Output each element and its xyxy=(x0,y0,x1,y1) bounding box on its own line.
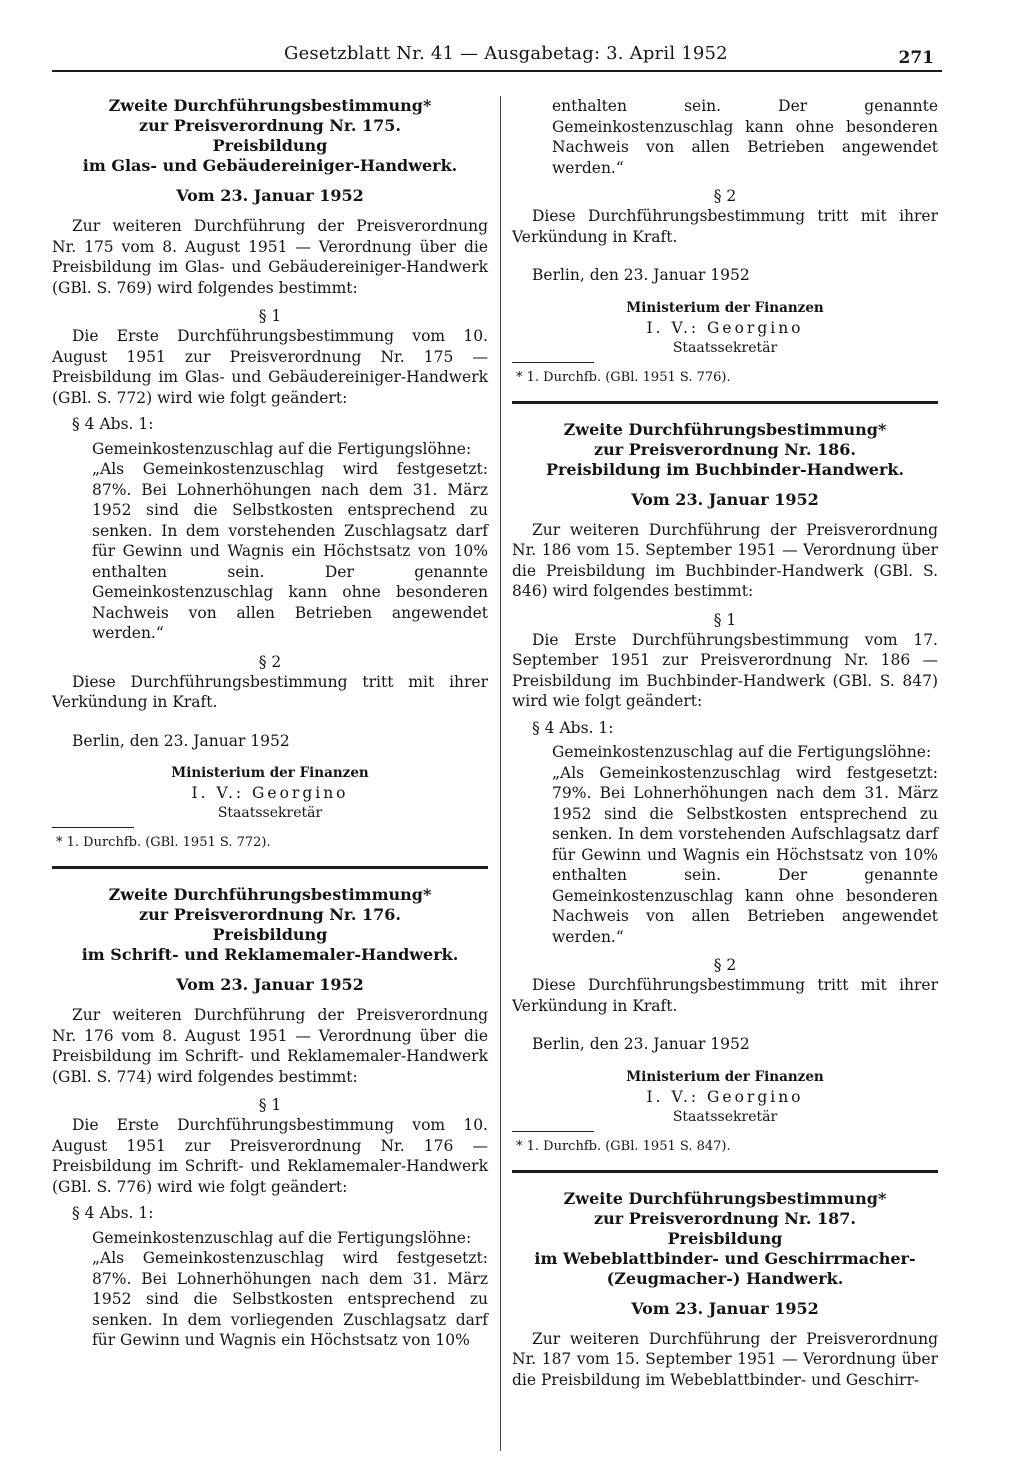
gk-label: Gemeinkostenzuschlag auf die Fertigungslöhne: xyxy=(92,1228,472,1247)
section-title-line: Zweite Durchführungsbestimmung* xyxy=(563,1188,887,1208)
signature-name: I. V.: Georgino xyxy=(191,784,349,802)
paragraph-heading: § 2 xyxy=(713,187,737,205)
paragraph-heading: § 2 xyxy=(713,956,737,974)
section-divider xyxy=(52,866,488,869)
signature-ministry: Ministerium der Finanzen xyxy=(626,1068,824,1085)
section-title-line: (Zeugmacher-) Handwerk. xyxy=(606,1268,844,1288)
footnote: * 1. Durchfb. (GBl. 1951 S. 776). xyxy=(516,369,731,385)
paragraph-heading: § 1 xyxy=(258,307,282,325)
section-date: Vom 23. Januar 1952 xyxy=(176,186,364,205)
intro-paragraph: Zur weiteren Durchführung der Preisverordnung Nr. 175 vom 8. August 1951 — Verordnung über die Preisbildung im Glas- und Gebäudereiniger-Handwerk (GBl. S. 769) wird folgendes bestimmt: xyxy=(52,217,488,297)
quoted-amendment: „Als Gemeinkostenzuschlag wird festgesetzt: 87%. Bei Lohnerhöhungen nach dem 31. März 1952 sind die Selbstkosten entsprechend zu senken. In dem vorliegenden Zuschlagsatz darf für Gewinn und Wagnis ein Höchstsatz von 10% xyxy=(92,1249,488,1349)
left-column xyxy=(52,96,488,1351)
signature-role: Staatssekretär xyxy=(672,1108,778,1125)
abs-heading: § 4 Abs. 1: xyxy=(532,718,614,737)
signature-role: Staatssekretär xyxy=(217,805,323,821)
section-title-line: Zweite Durchführungsbestimmung* xyxy=(108,96,432,115)
abs-heading: § 4 Abs. 1: xyxy=(72,415,154,433)
abs-heading: § 4 Abs. 1: xyxy=(72,1204,154,1222)
section-pv187 xyxy=(512,1189,938,1391)
section-title-line: Preisbildung xyxy=(667,1228,783,1248)
section-pv186 xyxy=(512,420,938,1156)
signature-place-date: Berlin, den 23. Januar 1952 xyxy=(532,1035,750,1053)
section-divider xyxy=(512,1170,938,1173)
section-divider xyxy=(512,401,938,404)
right-column xyxy=(512,96,938,1390)
section-title-line: zur Preisverordnung Nr. 176. xyxy=(139,905,401,924)
footnote: * 1. Durchfb. (GBl. 1951 S. 772). xyxy=(56,835,271,850)
footnote: * 1. Durchfb. (GBl. 1951 S. 847). xyxy=(516,1138,731,1154)
paragraph-heading: § 1 xyxy=(258,1096,282,1114)
section-title-line: Zweite Durchführungsbestimmung* xyxy=(108,885,432,904)
footnote-rule xyxy=(512,362,594,363)
gk-label: Gemeinkostenzuschlag auf die Fertigungslöhne: xyxy=(92,439,472,458)
quoted-amendment: „Als Gemeinkostenzuschlag wird festgesetzt: 79%. Bei Lohnerhöhungen nach dem 31. März 1952 sind die Selbstkosten entsprechend zu senken. In dem vorstehenden Aufschlagsatz darf für Gewinn und Wagnis ein Höchstsatz von 10% enthalten sein. Der genannte Gemeinkostenzuschlag kann ohne besonderen Nachweis von allen Betrieben angewendet werden.“ xyxy=(552,763,938,946)
section-title-line: zur Preisverordnung Nr. 175. xyxy=(139,116,401,135)
paragraph-heading: § 2 xyxy=(258,652,282,671)
paragraph-text: Diese Durchführungsbestimmung tritt mit ihrer Verkündung in Kraft. xyxy=(512,976,938,1015)
paragraph-text: Die Erste Durchführungsbestimmung vom 10. August 1951 zur Preisverordnung Nr. 175 — Preisbildung im Glas- und Gebäudereiniger-Handwerk (GBl. S. 772) wird wie folgt geändert: xyxy=(52,327,488,407)
section-title-line: zur Preisverordnung Nr. 186. xyxy=(594,439,856,459)
intro-paragraph: Zur weiteren Durchführung der Preisverordnung Nr. 176 vom 8. August 1951 — Verordnung über die Preisbildung im Schrift- und Reklamemaler-Handwerk (GBl. S. 774) wird folgendes bestimmt: xyxy=(52,1006,488,1086)
page-header xyxy=(52,40,942,72)
section-title-line: im Webeblattbinder- und Geschirrmacher- xyxy=(534,1248,916,1268)
gazette-title: Gesetzblatt Nr. 41 — Ausgabetag: 3. April 1952 xyxy=(284,43,728,64)
section-pv176-continued xyxy=(512,96,938,387)
page-number: 271 xyxy=(898,48,934,68)
quoted-amendment-continued: enthalten sein. Der genannte Gemeinkostenzuschlag kann ohne besonderen Nachweis von allen Betrieben angewendet werden.“ xyxy=(552,97,938,177)
section-title-line: Zweite Durchführungsbestimmung* xyxy=(563,419,887,439)
intro-paragraph: Zur weiteren Durchführung der Preisverordnung Nr. 187 vom 15. September 1951 — Verordnung über die Preisbildung im Webeblattbinder- und Geschirr- xyxy=(512,1329,938,1389)
gk-label: Gemeinkostenzuschlag auf die Fertigungslöhne: xyxy=(552,743,932,761)
signature-place-date: Berlin, den 23. Januar 1952 xyxy=(532,266,750,284)
signature-name: I. V.: Georgino xyxy=(646,318,804,337)
signature-name: I. V.: Georgino xyxy=(646,1087,804,1106)
signature-place-date: Berlin, den 23. Januar 1952 xyxy=(72,731,290,750)
section-pv175 xyxy=(52,96,488,852)
section-title-line: im Schrift- und Reklamemaler-Handwerk. xyxy=(81,945,459,964)
paragraph-text: Diese Durchführungsbestimmung tritt mit ihrer Verkündung in Kraft. xyxy=(52,672,488,711)
section-date: Vom 23. Januar 1952 xyxy=(631,1298,819,1318)
signature-ministry: Ministerium der Finanzen xyxy=(171,765,369,781)
quoted-amendment: „Als Gemeinkostenzuschlag wird festgesetzt: 87%. Bei Lohnerhöhungen nach dem 31. März 1952 sind die Selbstkosten entsprechend zu senken. In dem vorstehenden Zuschlagsatz darf für Gewinn und Wagnis ein Höchstsatz von 10% enthalten sein. Der genannte Gemeinkostenzuschlag kann ohne besonderen Nachweis von allen Betrieben angewendet werden.“ xyxy=(92,460,488,642)
paragraph-text: Die Erste Durchführungsbestimmung vom 17. September 1951 zur Preisverordnung Nr. 186 — Preisbildung im Buchbinder-Handwerk (GBl. S. 847) wird wie folgt geändert: xyxy=(512,630,938,710)
section-title-line: Preisbildung xyxy=(212,925,328,944)
section-title-line: im Glas- und Gebäudereiniger-Handwerk. xyxy=(82,156,458,175)
section-title-line: zur Preisverordnung Nr. 187. xyxy=(594,1208,856,1228)
intro-paragraph: Zur weiteren Durchführung der Preisverordnung Nr. 186 vom 15. September 1951 — Verordnung über die Preisbildung im Buchbinder-Handwerk (GBl. S. 846) wird folgendes bestimmt: xyxy=(512,520,938,600)
paragraph-text: Diese Durchführungsbestimmung tritt mit ihrer Verkündung in Kraft. xyxy=(512,207,938,246)
section-title-line: Preisbildung xyxy=(212,136,328,155)
section-title-line: Preisbildung im Buchbinder-Handwerk. xyxy=(545,459,905,479)
section-date: Vom 23. Januar 1952 xyxy=(176,975,364,994)
column-divider xyxy=(500,96,501,1451)
signature-ministry: Ministerium der Finanzen xyxy=(626,299,824,316)
section-date: Vom 23. Januar 1952 xyxy=(631,489,819,509)
signature-role: Staatssekretär xyxy=(672,339,778,356)
section-pv176 xyxy=(52,885,488,1351)
footnote-rule xyxy=(512,1131,594,1132)
paragraph-text: Die Erste Durchführungsbestimmung vom 10. August 1951 zur Preisverordnung Nr. 176 — Preisbildung im Schrift- und Reklamemaler-Handwerk (GBl. S. 776) wird wie folgt geändert: xyxy=(52,1116,488,1196)
footnote-rule xyxy=(52,827,134,828)
paragraph-heading: § 1 xyxy=(713,610,737,629)
